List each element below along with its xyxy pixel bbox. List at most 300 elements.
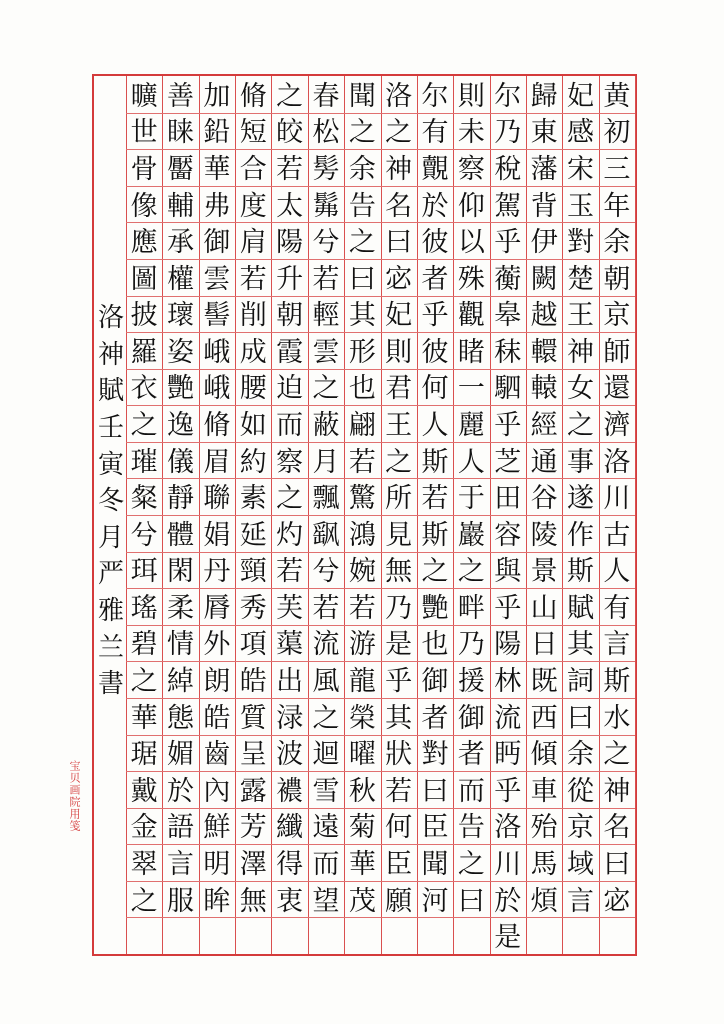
character: 若 <box>421 483 449 515</box>
character: 余 <box>348 153 376 185</box>
character: 宓 <box>385 263 413 295</box>
character: 鴻 <box>348 519 376 551</box>
text-column <box>526 78 562 919</box>
character: 靨 <box>167 153 195 185</box>
grid-column-line <box>635 76 636 954</box>
character: 形 <box>348 336 376 368</box>
character: 余 <box>566 739 594 771</box>
character: 太 <box>276 190 304 222</box>
character: 乎 <box>494 227 522 259</box>
character: 乎 <box>494 409 522 441</box>
character: 約 <box>239 446 267 478</box>
character: 年 <box>603 190 631 222</box>
signature-column <box>96 300 126 703</box>
character: 出 <box>276 666 304 698</box>
character: 柔 <box>167 592 195 624</box>
character: 告 <box>457 812 485 844</box>
character: 御 <box>421 666 449 698</box>
character: 名 <box>603 812 631 844</box>
character: 車 <box>530 775 558 807</box>
character: 娟 <box>203 519 231 551</box>
character: 情 <box>167 629 195 661</box>
character: 曰 <box>348 263 376 295</box>
character: 援 <box>457 666 485 698</box>
character: 其 <box>385 702 413 734</box>
character: 朝 <box>603 263 631 295</box>
character: 乎 <box>385 666 413 698</box>
character: 所 <box>385 483 413 515</box>
character: 蘅 <box>494 263 522 295</box>
character: 流 <box>494 702 522 734</box>
character: 乃 <box>385 592 413 624</box>
character: 洛 <box>494 812 522 844</box>
character: 闕 <box>530 263 558 295</box>
character: 風 <box>312 666 340 698</box>
character: 態 <box>167 702 195 734</box>
character: 得 <box>276 848 304 880</box>
character: 王 <box>385 409 413 441</box>
signature-character: 寅 <box>97 449 124 480</box>
text-column <box>308 78 344 919</box>
character: 灼 <box>276 519 304 551</box>
character: 游 <box>348 629 376 661</box>
character: 內 <box>203 775 231 807</box>
character: 而 <box>276 409 304 441</box>
character: 巖 <box>457 519 485 551</box>
character: 古 <box>603 519 631 551</box>
character: 玉 <box>566 190 594 222</box>
character: 言 <box>603 629 631 661</box>
character: 之 <box>385 446 413 478</box>
character: 輕 <box>312 300 340 332</box>
signature-character: 严 <box>97 559 124 590</box>
text-column <box>453 78 489 919</box>
character: 峨 <box>203 336 231 368</box>
character: 川 <box>494 848 522 880</box>
character: 初 <box>603 117 631 149</box>
signature-character: 壬 <box>97 413 124 444</box>
character: 聞 <box>348 80 376 112</box>
character: 秀 <box>239 592 267 624</box>
character: 翩 <box>348 409 376 441</box>
character: 華 <box>348 848 376 880</box>
text-column <box>344 78 380 919</box>
character: 一 <box>457 373 485 405</box>
signature-character: 月 <box>97 522 124 553</box>
character: 何 <box>385 812 413 844</box>
character: 經 <box>530 409 558 441</box>
text-column <box>417 78 453 919</box>
signature-character: 洛 <box>97 303 124 334</box>
character: 者 <box>421 263 449 295</box>
character: 榮 <box>348 702 376 734</box>
character: 妃 <box>385 300 413 332</box>
character: 越 <box>530 300 558 332</box>
character: 若 <box>348 446 376 478</box>
character: 朝 <box>276 300 304 332</box>
character: 容 <box>494 519 522 551</box>
text-column <box>562 78 598 919</box>
character: 霞 <box>276 336 304 368</box>
character: 尔 <box>494 80 522 112</box>
character: 景 <box>530 556 558 588</box>
character: 河 <box>421 885 449 917</box>
character: 綽 <box>167 666 195 698</box>
character: 乎 <box>421 300 449 332</box>
character: 於 <box>421 190 449 222</box>
character: 頸 <box>239 556 267 588</box>
character: 加 <box>203 80 231 112</box>
character: 陽 <box>494 629 522 661</box>
character: 濟 <box>603 409 631 441</box>
character: 承 <box>167 227 195 259</box>
character: 戴 <box>130 775 158 807</box>
character: 艷 <box>421 592 449 624</box>
character: 芳 <box>239 812 267 844</box>
character: 蕖 <box>276 629 304 661</box>
character: 語 <box>167 812 195 844</box>
character: 洛 <box>603 446 631 478</box>
character: 波 <box>276 739 304 771</box>
character: 皓 <box>203 702 231 734</box>
character: 素 <box>239 483 267 515</box>
character: 名 <box>385 190 413 222</box>
character: 琚 <box>130 739 158 771</box>
character: 之 <box>457 556 485 588</box>
character: 羅 <box>130 336 158 368</box>
character: 煩 <box>530 885 558 917</box>
character: 乎 <box>494 592 522 624</box>
character: 馬 <box>530 848 558 880</box>
character: 既 <box>530 666 558 698</box>
character: 之 <box>457 848 485 880</box>
character: 乎 <box>494 775 522 807</box>
character: 遠 <box>312 812 340 844</box>
character: 言 <box>566 885 594 917</box>
character: 洛 <box>385 80 413 112</box>
character: 之 <box>276 483 304 515</box>
character: 女 <box>566 373 594 405</box>
character: 眸 <box>203 885 231 917</box>
character: 者 <box>457 739 485 771</box>
character: 之 <box>312 373 340 405</box>
character: 媚 <box>167 739 195 771</box>
character: 鮮 <box>203 812 231 844</box>
character: 削 <box>239 300 267 332</box>
character: 之 <box>130 666 158 698</box>
character: 質 <box>239 702 267 734</box>
text-column <box>381 78 417 919</box>
character: 於 <box>494 885 522 917</box>
character: 體 <box>167 519 195 551</box>
character: 碧 <box>130 629 158 661</box>
character: 詞 <box>566 666 594 698</box>
character: 之 <box>348 117 376 149</box>
character: 是 <box>385 629 413 661</box>
character: 澤 <box>239 848 267 880</box>
character: 弗 <box>203 190 231 222</box>
character: 短 <box>239 117 267 149</box>
character: 斯 <box>566 556 594 588</box>
character: 若 <box>348 592 376 624</box>
text-column <box>599 78 635 919</box>
character: 而 <box>457 775 485 807</box>
character: 也 <box>421 629 449 661</box>
character: 山 <box>530 592 558 624</box>
character: 京 <box>566 812 594 844</box>
character: 芝 <box>494 446 522 478</box>
character: 衣 <box>130 373 158 405</box>
character: 者 <box>421 702 449 734</box>
character: 於 <box>167 775 195 807</box>
character: 應 <box>130 227 158 259</box>
character: 歸 <box>530 80 558 112</box>
character: 像 <box>130 190 158 222</box>
character: 服 <box>167 885 195 917</box>
character: 願 <box>385 885 413 917</box>
character: 曰 <box>566 702 594 734</box>
character: 林 <box>494 666 522 698</box>
character: 師 <box>603 336 631 368</box>
character: 若 <box>276 556 304 588</box>
character: 斯 <box>603 666 631 698</box>
character: 駟 <box>494 373 522 405</box>
character: 御 <box>203 227 231 259</box>
character: 觀 <box>457 300 485 332</box>
character: 與 <box>494 556 522 588</box>
character: 翠 <box>130 848 158 880</box>
character: 襛 <box>276 775 304 807</box>
character: 斯 <box>421 519 449 551</box>
character: 作 <box>566 519 594 551</box>
character: 之 <box>385 117 413 149</box>
signature-character: 兰 <box>97 632 124 663</box>
character: 畔 <box>457 592 485 624</box>
character: 披 <box>130 300 158 332</box>
text-column <box>199 78 235 919</box>
character: 雲 <box>312 336 340 368</box>
character: 黄 <box>603 80 631 112</box>
character: 田 <box>494 483 522 515</box>
character: 宋 <box>566 153 594 185</box>
text-column <box>271 78 307 919</box>
character: 皎 <box>276 117 304 149</box>
character: 稅 <box>494 153 522 185</box>
character: 升 <box>276 263 304 295</box>
character: 茂 <box>348 885 376 917</box>
character: 度 <box>239 190 267 222</box>
character: 無 <box>385 556 413 588</box>
text-column <box>126 78 162 919</box>
character: 陽 <box>276 227 304 259</box>
signature-character: 書 <box>97 669 124 700</box>
character: 露 <box>239 775 267 807</box>
character: 狀 <box>385 739 413 771</box>
character: 尔 <box>421 80 449 112</box>
signature-character: 賦 <box>97 376 124 407</box>
character: 神 <box>385 153 413 185</box>
character: 渌 <box>276 702 304 734</box>
character: 之 <box>566 409 594 441</box>
character: 無 <box>239 885 267 917</box>
character: 人 <box>603 556 631 588</box>
character: 脩 <box>203 409 231 441</box>
character: 菊 <box>348 812 376 844</box>
character: 感 <box>566 117 594 149</box>
character: 事 <box>566 446 594 478</box>
character: 君 <box>385 373 413 405</box>
character: 臣 <box>385 848 413 880</box>
character: 若 <box>239 263 267 295</box>
character: 瑤 <box>130 592 158 624</box>
character: 御 <box>457 702 485 734</box>
character: 藩 <box>530 153 558 185</box>
character: 曠 <box>130 80 158 112</box>
character: 曜 <box>348 739 376 771</box>
character: 殆 <box>530 812 558 844</box>
character: 延 <box>239 519 267 551</box>
character: 璀 <box>130 446 158 478</box>
character: 神 <box>566 336 594 368</box>
character: 之 <box>276 80 304 112</box>
character: 成 <box>239 336 267 368</box>
character: 眄 <box>494 739 522 771</box>
character: 以 <box>457 227 485 259</box>
character: 流 <box>312 629 340 661</box>
character: 轅 <box>530 373 558 405</box>
character: 龍 <box>348 666 376 698</box>
character: 腰 <box>239 373 267 405</box>
character: 臣 <box>421 812 449 844</box>
character: 華 <box>203 153 231 185</box>
character: 之 <box>312 702 340 734</box>
character: 之 <box>603 739 631 771</box>
character: 善 <box>167 80 195 112</box>
character: 余 <box>603 227 631 259</box>
character: 髴 <box>312 190 340 222</box>
character: 曰 <box>385 227 413 259</box>
character: 飖 <box>312 519 340 551</box>
character: 彼 <box>421 336 449 368</box>
character: 雲 <box>203 263 231 295</box>
character: 京 <box>603 300 631 332</box>
character: 峨 <box>203 373 231 405</box>
character: 朗 <box>203 666 231 698</box>
character: 斯 <box>421 446 449 478</box>
character: 靜 <box>167 483 195 515</box>
character: 仰 <box>457 190 485 222</box>
character: 權 <box>167 263 195 295</box>
character: 雪 <box>312 775 340 807</box>
character: 背 <box>530 190 558 222</box>
character: 兮 <box>130 519 158 551</box>
character: 儀 <box>167 446 195 478</box>
character: 金 <box>130 812 158 844</box>
character: 若 <box>312 263 340 295</box>
character: 逸 <box>167 409 195 441</box>
character: 于 <box>457 483 485 515</box>
character: 芙 <box>276 592 304 624</box>
character: 乃 <box>457 629 485 661</box>
text-column <box>235 78 271 919</box>
character: 松 <box>312 117 340 149</box>
character: 其 <box>348 300 376 332</box>
character: 通 <box>530 446 558 478</box>
character: 瓌 <box>167 300 195 332</box>
character: 王 <box>566 300 594 332</box>
character: 察 <box>457 153 485 185</box>
text-column <box>162 78 198 919</box>
character: 之 <box>130 885 158 917</box>
character: 殊 <box>457 263 485 295</box>
character: 迫 <box>276 373 304 405</box>
character: 對 <box>421 739 449 771</box>
character: 東 <box>530 117 558 149</box>
character: 華 <box>130 702 158 734</box>
character: 若 <box>385 775 413 807</box>
character: 月 <box>312 446 340 478</box>
character: 三 <box>603 153 631 185</box>
character: 則 <box>457 80 485 112</box>
character: 肩 <box>239 227 267 259</box>
character: 曰 <box>457 885 485 917</box>
character: 粲 <box>130 483 158 515</box>
signature-character: 神 <box>97 339 124 370</box>
character: 日 <box>530 629 558 661</box>
character: 脩 <box>239 80 267 112</box>
character: 宓 <box>603 885 631 917</box>
character: 春 <box>312 80 340 112</box>
character: 兮 <box>312 227 340 259</box>
character: 域 <box>566 848 594 880</box>
character: 有 <box>421 117 449 149</box>
character: 覿 <box>421 153 449 185</box>
character: 如 <box>239 409 267 441</box>
character: 明 <box>203 848 231 880</box>
character: 谷 <box>530 483 558 515</box>
character: 輔 <box>167 190 195 222</box>
character: 水 <box>603 702 631 734</box>
character: 對 <box>566 227 594 259</box>
character: 睐 <box>167 117 195 149</box>
character: 駕 <box>494 190 522 222</box>
character: 秋 <box>348 775 376 807</box>
character: 其 <box>566 629 594 661</box>
character: 骨 <box>130 153 158 185</box>
character: 西 <box>530 702 558 734</box>
character: 賦 <box>566 592 594 624</box>
character: 之 <box>130 409 158 441</box>
character: 曰 <box>603 848 631 880</box>
character: 何 <box>421 373 449 405</box>
character: 飄 <box>312 483 340 515</box>
character: 圖 <box>130 263 158 295</box>
character: 妃 <box>566 80 594 112</box>
character: 還 <box>603 373 631 405</box>
character: 纖 <box>276 812 304 844</box>
character: 曰 <box>421 775 449 807</box>
character: 傾 <box>530 739 558 771</box>
character: 姿 <box>167 336 195 368</box>
character: 合 <box>239 153 267 185</box>
character: 髣 <box>312 153 340 185</box>
character: 人 <box>457 446 485 478</box>
character: 之 <box>348 227 376 259</box>
character: 婉 <box>348 556 376 588</box>
character: 從 <box>566 775 594 807</box>
character: 察 <box>276 446 304 478</box>
character: 髻 <box>203 300 231 332</box>
